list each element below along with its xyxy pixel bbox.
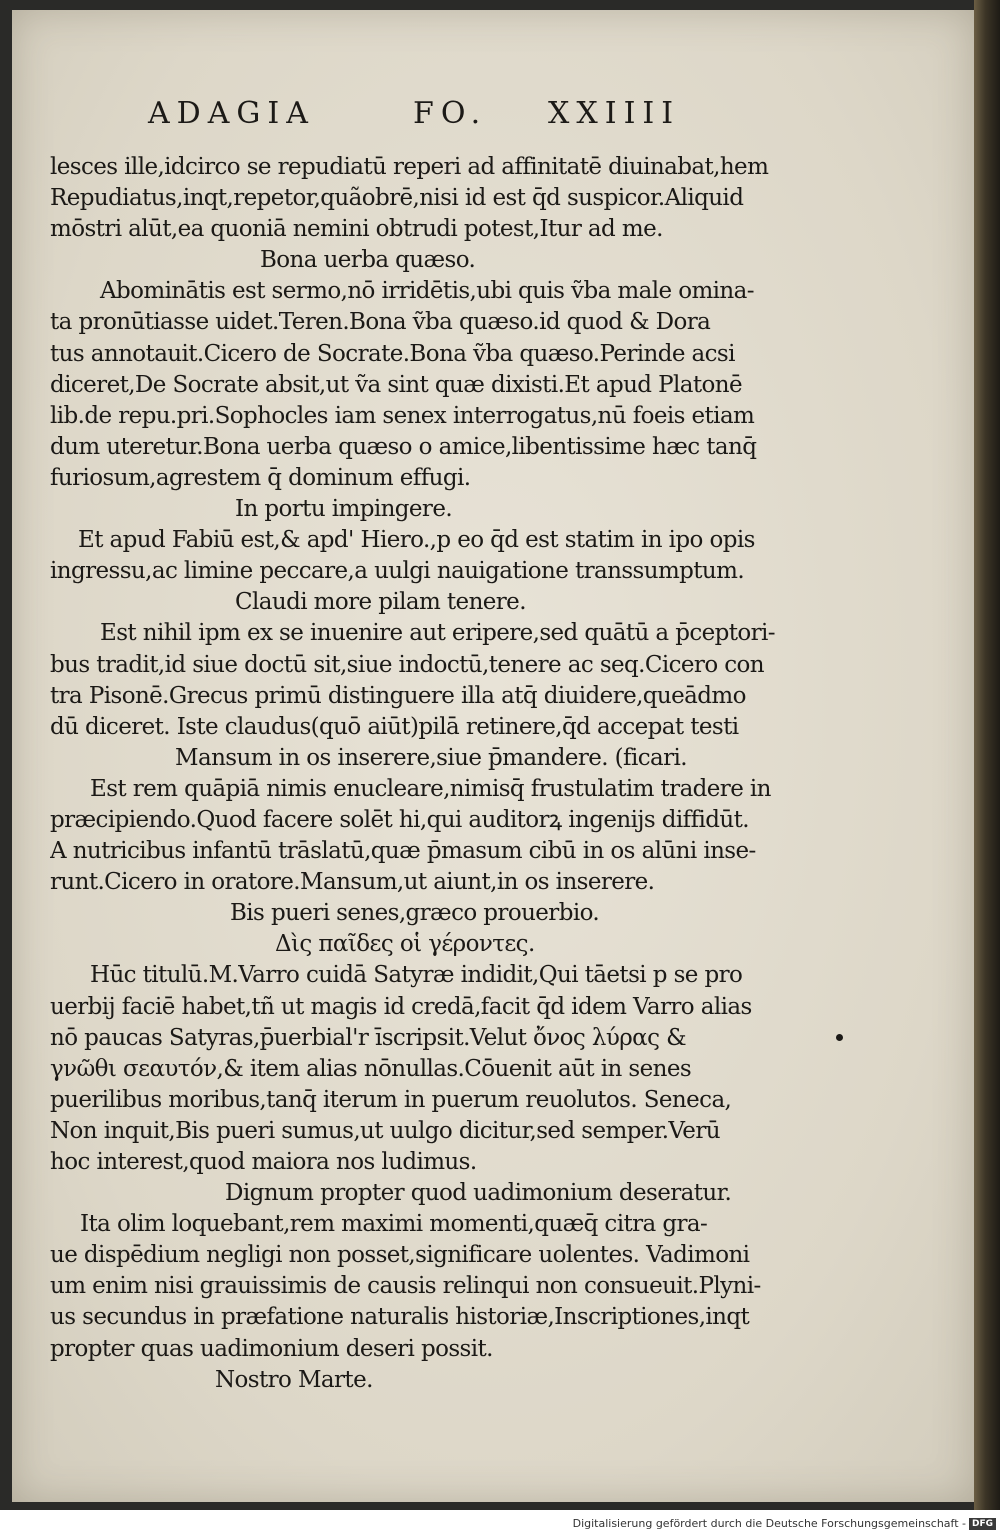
text-line: Nostro Marte. (215, 1366, 373, 1393)
text-line: Bis pueri senes,græco prouerbio. (230, 900, 600, 927)
text-line: us secundus in præfatione naturalis historiæ,Inscriptiones,inqt (50, 1304, 750, 1331)
text-line: lesces ille,idcirco se repudiatū reperi ad affinitatē diuinabat,hem (50, 154, 769, 180)
text-line: um enim nisi grauissimis de causis relinqui non consueuit.Plyni- (50, 1273, 761, 1300)
dfg-logo: DFG (969, 1518, 996, 1530)
text-line: dū diceret. Iste claudus(quō aiūt)pilā retinere,q̄d accepat testi (50, 713, 739, 740)
folio-number: XXIIII (548, 96, 681, 131)
text-line: Claudi more pilam tenere. (235, 589, 526, 616)
text-line: Et apud Fabiū est,& apd' Hiero.,p eo q̄d est statim in ipo opis (78, 527, 755, 554)
text-line: ue dispēdium negligi non posset,significare uolentes. Vadimoni (50, 1242, 750, 1269)
text-line: γνῶθι σεαυτόν,& item alias nōnullas.Cōuenit aūt in senes (50, 1055, 692, 1082)
book-spine (974, 0, 1000, 1510)
text-line: Hūc titulū.M.Varro cuidā Satyræ indidit,Qui tāetsi p se pro (90, 962, 743, 989)
text-line: puerilibus moribus,tanq̄ iterum in puerum reuolutos. Seneca, (50, 1086, 732, 1113)
text-line: Bona uerba quæso. (260, 247, 476, 274)
text-line: lib.de repu.pri.Sophocles iam senex interrogatus,nū foeis etiam (50, 402, 755, 429)
ink-dot (836, 1034, 843, 1041)
folio-label: FO. (413, 96, 488, 131)
body-text (50, 152, 795, 1396)
text-line: Repudiatus,inqt,repetor,quãobrē,nisi id est q̄d suspicor.Aliquid (50, 185, 744, 212)
text-line: uerbij faciē habet,tñ ut magis id credā,facit q̄d idem Varro alias (50, 993, 752, 1020)
text-line: furiosum,agrestem q̄ dominum effugi. (50, 464, 471, 491)
text-line: nō paucas Satyras,p̄uerbial'r īscripsit.Velut ὄνος λύρας & (50, 1024, 686, 1051)
header-title: ADAGIA (148, 96, 315, 131)
text-line: præcipiendo.Quod facere solēt hi,qui auditorꝝ ingenijs diffidūt. (50, 806, 749, 833)
digitization-credit (573, 1517, 996, 1530)
text-line: diceret,De Socrate absit,ut ṽa sint quæ dixisti.Et apud Platonē (50, 371, 742, 398)
running-header (148, 96, 681, 136)
text-line: tra Pisonē.Grecus primū distinguere illa atq̄ diuidere,queādmo (50, 682, 746, 709)
text-line: Mansum in os inserere,siue p̄mandere. (ficari. (175, 744, 687, 771)
text-line: hoc interest,quod maiora nos ludimus. (50, 1149, 477, 1175)
text-line: mōstri alūt,ea quoniā nemini obtrudi potest,Itur ad me. (50, 216, 663, 243)
text-line: tus annotauit.Cicero de Socrate.Bona ṽba quæso.Perinde acsi (50, 340, 735, 367)
text-line: Ita olim loquebant,rem maximi momenti,quæq̄ citra gra- (80, 1211, 708, 1238)
credit-text: Digitalisierung gefördert durch die Deutsche Forschungsgemeinschaft - (572, 1517, 966, 1530)
text-line: propter quas uadimonium deseri possit. (50, 1335, 493, 1362)
text-line: dum uteretur.Bona uerba quæso o amice,libentissime hæc tanq̄ (50, 433, 757, 460)
text-line: Est nihil ipm ex se inuenire aut eripere,sed quātū a p̄ceptori- (100, 620, 775, 647)
text-line: ingressu,ac limine peccare,a uulgi nauigatione transsumptum. (50, 558, 745, 585)
text-line: bus tradit,id siue doctū sit,siue indoctū,tenere ac seq.Cicero con (50, 651, 765, 678)
text-line: Dignum propter quod uadimonium deseratur. (225, 1180, 732, 1207)
text-line: runt.Cicero in oratore.Mansum,ut aiunt,in os inserere. (50, 869, 655, 896)
text-line: ta pronūtiasse uidet.Teren.Bona ṽba quæso.id quod & Dora (50, 309, 711, 336)
text-line: Non inquit,Bis pueri sumus,ut uulgo dicitur,sed semper.Verū (50, 1117, 720, 1144)
text-line: Est rem quāpiā nimis enucleare,nimisq̄ frustulatim tradere in (90, 775, 771, 802)
text-line: Δὶς παῖδες οἱ γέροντες. (275, 931, 535, 958)
text-line: In portu impingere. (235, 496, 453, 523)
text-line: Abominātis est sermo,nō irridētis,ubi quis ṽba male omina- (100, 278, 754, 305)
text-line: A nutricibus infantū trāslatū,quæ p̄masum cibū in os alūni inse- (50, 838, 756, 865)
